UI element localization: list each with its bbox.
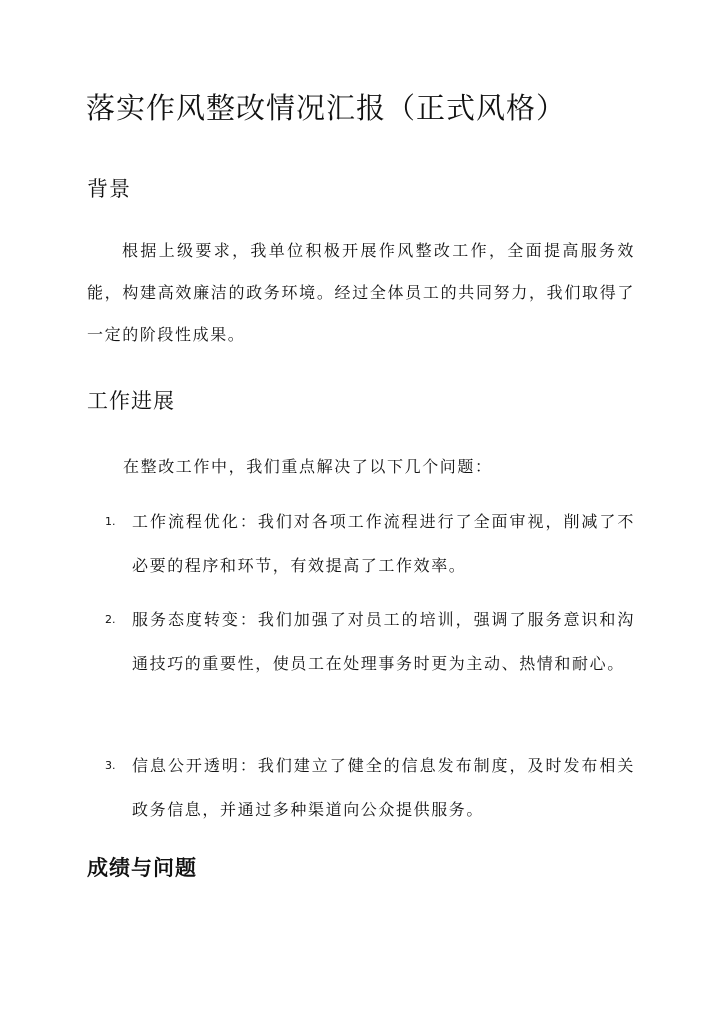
section-heading-progress: 工作进展 [87,389,175,413]
background-paragraph: 根据上级要求，我单位积极开展作风整改工作，全面提高服务效能，构建高效廉洁的政务环境。经过全体员工的共同努力，我们取得了一定的阶段性成果。 [87,241,635,344]
list-item-text: 服务态度转变：我们加强了对员工的培训，强调了服务意识和沟通技巧的重要性，使员工在处理事务时更为主动、热情和耐心。 [132,610,635,673]
section-heading-background: 背景 [87,177,131,201]
progress-intro: 在整改工作中，我们重点解决了以下几个问题： [123,457,493,476]
list-item [105,500,635,588]
list-item-text: 信息公开透明：我们建立了健全的信息发布制度，及时发布相关政务信息，并通过多种渠道向公众提供服务。 [132,756,635,819]
list-item [105,744,635,832]
list-item-number: 3. [105,759,116,772]
document-title: 落实作风整改情况汇报（正式风格） [86,91,567,125]
section-heading-results: 成绩与问题 [87,856,197,880]
list-item-number: 2. [105,613,116,626]
list-item-text: 工作流程优化：我们对各项工作流程进行了全面审视，削减了不必要的程序和环节，有效提高了工作效率。 [132,512,635,575]
list-item-number: 1. [105,515,116,528]
list-item [105,598,635,686]
